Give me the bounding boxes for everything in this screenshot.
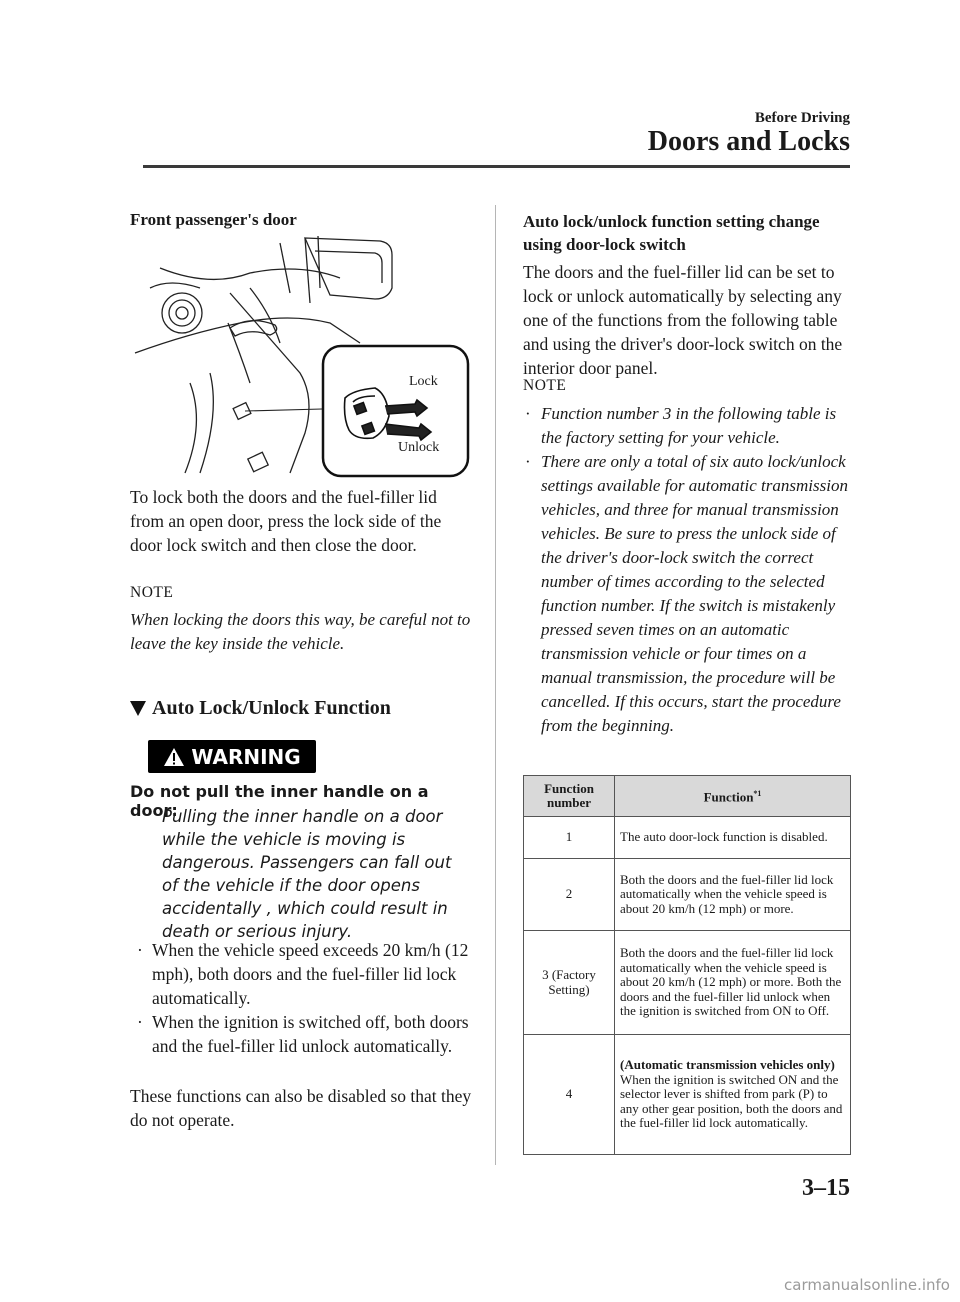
right-intro: The doors and the fuel-filler lid can be set to lock or unlock automatically by selecting any one of the functions from the following table and using the driver's door-lock switch on the interior door panel. [523, 262, 843, 378]
warning-triangle-icon [163, 747, 185, 767]
table-header-row [524, 776, 851, 817]
table-row: 3 (Factory Setting) Both the doors and the fuel-filler lid lock automatically when the vehicle speed is about 20 km/h (12 mph) or more. Both the doors and the fuel-filler lid unlock when the ignition is switched from ON to Off. [524, 931, 851, 1035]
warning-badge [148, 740, 316, 773]
note-text: When locking the doors this way, be careful not to leave the key inside the vehicle. [130, 610, 471, 653]
page-number: 3–15 [802, 1175, 850, 1201]
right-heading: Auto lock/unlock function setting change using door-lock switch [523, 212, 820, 254]
table-row: 4 (Automatic transmission vehicles only) When the ignition is switched ON and the selector lever is shifted from park (P) to any other gear position, both the doors and the fuel-filler lid lock automatically. [524, 1035, 851, 1155]
unlock-label: Unlock [398, 440, 440, 455]
section-heading [130, 697, 475, 720]
watermark: carmanualsonline.info [784, 1276, 950, 1294]
right-note-label: NOTE [523, 377, 567, 394]
disable-note: These functions can also be disabled so that they do not operate. [130, 1086, 472, 1130]
col-function: Function$^{*1}$ [615, 776, 851, 817]
right-note-bullets [523, 402, 858, 738]
warning-label: WARNING [191, 744, 301, 769]
lock-label: Lock [409, 374, 438, 389]
list-item: · Function number 3 in the following table is the factory setting for your vehicle. [525, 404, 837, 447]
auto-lock-bullets [130, 938, 475, 1058]
column-divider [495, 205, 496, 1165]
subheading-front-door: Front passenger's door [130, 210, 297, 229]
table-row: 1 The auto door-lock function is disabled. [524, 817, 851, 859]
chapter-name: Before Driving [754, 110, 850, 126]
list-item: · There are only a total of six auto lock/unlock settings available for automatic transmission vehicles, and three for manual transmission vehicles. Be sure to press the unlock side of the driver's door-lock switch the correct number of times according to the selected function number. If the switch is mistakenly pressed seven times on an automatic transmission vehicle or four times on a manual transmission, the procedure will be cancelled. If this occurs, start the procedure from the beginning. [525, 452, 848, 735]
lock-instructions: To lock both the doors and the fuel-filler lid from an open door, press the lock side of the door lock switch and then close the door. [130, 487, 442, 555]
list-item: · When the vehicle speed exceeds 20 km/h (12 mph), both doors and the fuel-filler lid lock automatically. [137, 940, 469, 1008]
page-title: Doors and Locks [647, 126, 850, 157]
function-table [523, 775, 851, 1155]
door-switch-illustration [130, 233, 475, 478]
warning-lead: Do not pull the inner handle on a door: [130, 782, 429, 820]
section-marker-icon [130, 701, 146, 716]
table-row: 2 Both the doors and the fuel-filler lid lock automatically when the vehicle speed is about 20 km/h (12 mph) or more. [524, 859, 851, 931]
header-rule [143, 165, 850, 168]
list-item: · When the ignition is switched off, both doors and the fuel-filler lid unlock automatically. [137, 1012, 469, 1056]
warning-body: Pulling the inner handle on a door while the vehicle is moving is dangerous. Passengers can fall out of the vehicle if the door opens accidentally , which could result in death or serious injury. [162, 807, 452, 941]
section-heading-text: Auto Lock/Unlock Function [152, 697, 391, 719]
note-label: NOTE [130, 584, 174, 601]
col-function-number: Function number [524, 776, 615, 817]
